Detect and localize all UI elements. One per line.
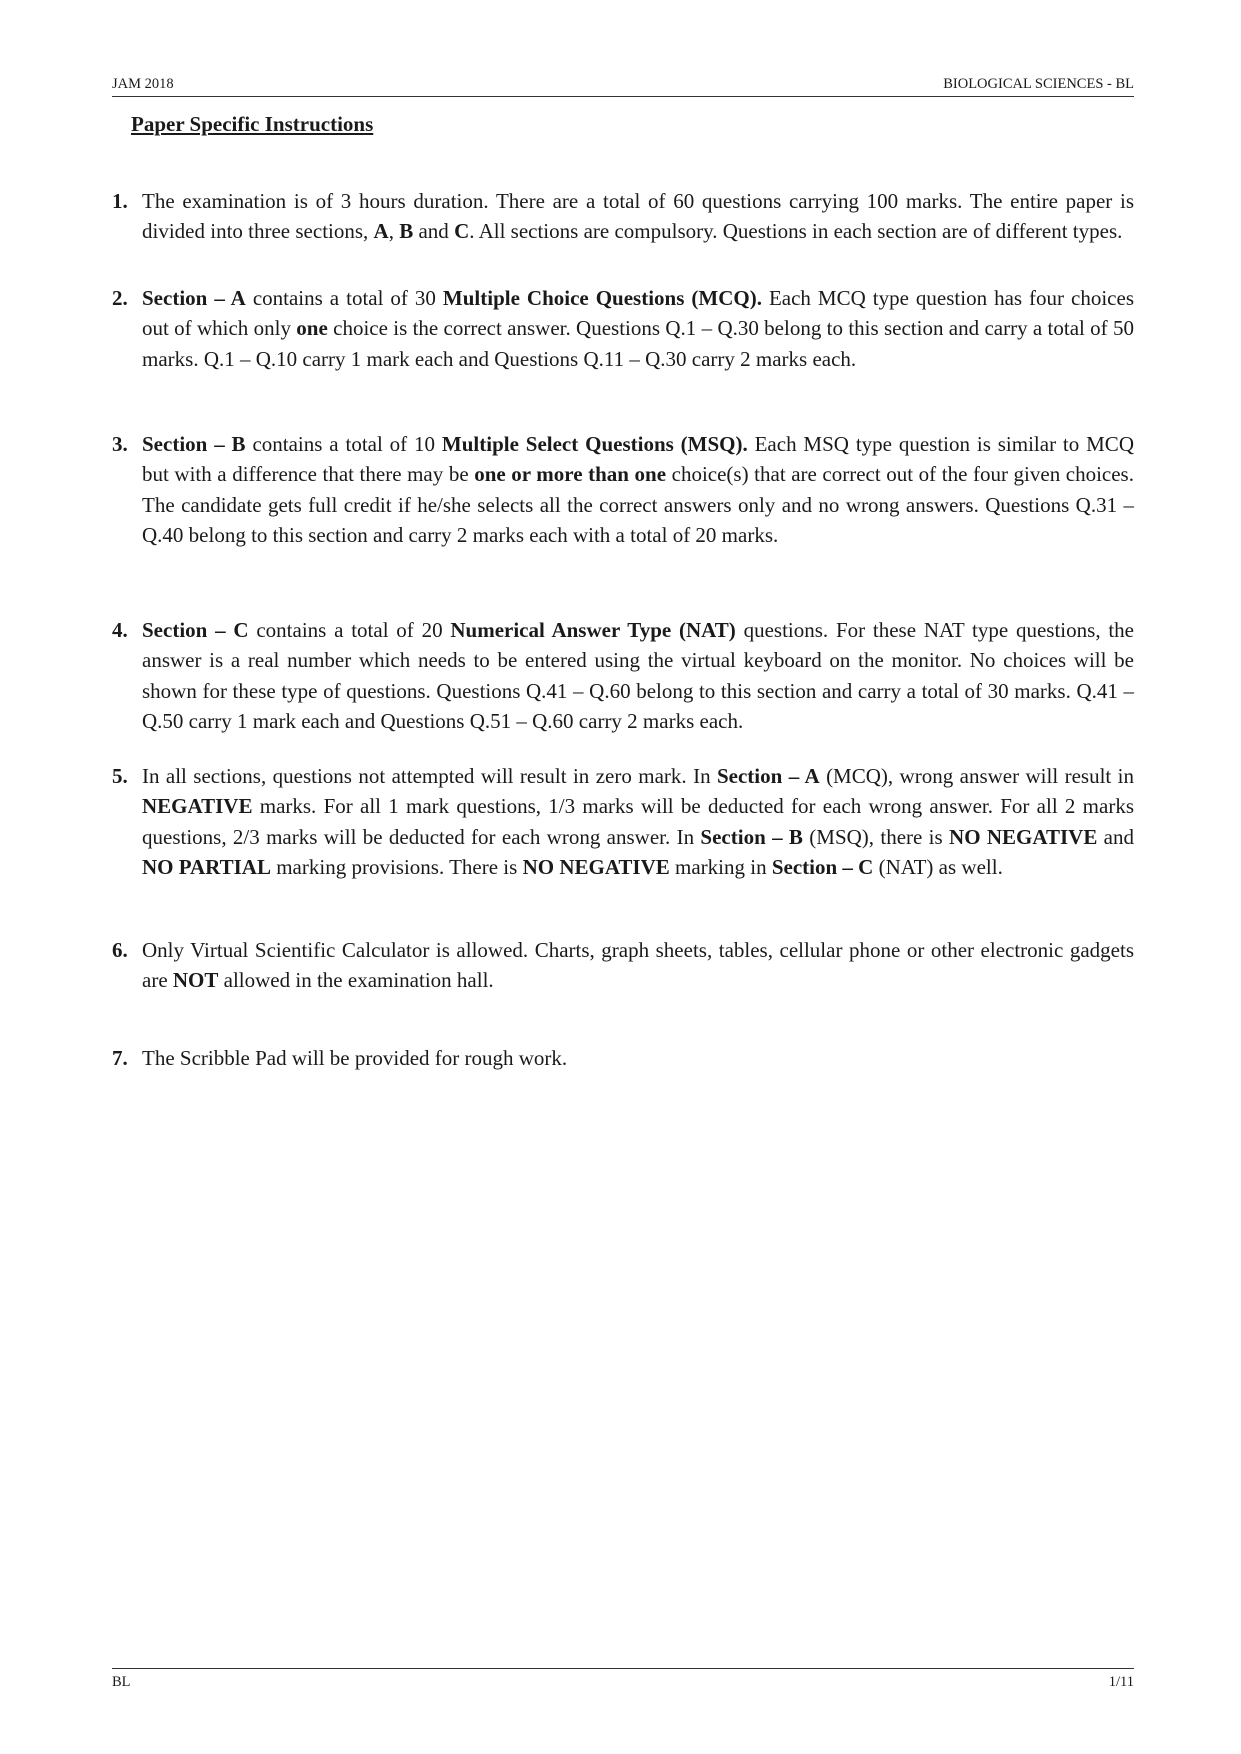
item-number: 2.	[112, 286, 128, 310]
item-number: 5.	[112, 764, 128, 788]
item-text: In all sections, questions not attempted will result in zero mark. In Section – A (MCQ), wrong answer will result in NEGATIVE marks. For all 1 mark questions, 1/3 marks will be deducted for each wrong answer. For all 2 marks questions, 2/3 marks will be deducted for each wrong answer. In Section – B (MSQ), there is NO NEGATIVE and NO PARTIAL marking provisions. There is NO NEGATIVE marking in Section – C (NAT) as well.	[142, 764, 1135, 880]
page-header	[112, 74, 1134, 97]
footer-paper-code: BL	[112, 1674, 131, 1690]
page-number: 1/11	[1108, 1674, 1134, 1690]
item-text: Section – C contains a total of 20 Numerical Answer Type (NAT) questions. For these NAT type questions, the answer is a real number which needs to be entered using the virtual keyboard on the monitor. No choices will be shown for these type of questions. Questions Q.41 – Q.60 belong to this section and carry a total of 30 marks. Q.41 – Q.50 carry 1 mark each and Questions Q.51 – Q.60 carry 2 marks each.	[142, 618, 1134, 734]
item-number: 1.	[112, 189, 128, 213]
item-text: The examination is of 3 hours duration. There are a total of 60 questions carrying 100 marks. The entire paper is divided into three sections, A, B and C. All sections are compulsory. Questions in each section are of different types.	[142, 189, 1134, 244]
page-footer	[112, 1668, 1134, 1691]
item-number: 6.	[112, 938, 128, 962]
item-number: 7.	[112, 1046, 128, 1070]
item-text: Section – B contains a total of 10 Multiple Select Questions (MSQ). Each MSQ type question is similar to MCQ but with a difference that there may be one or more than one choice(s) that are correct out of the four given choices. The candidate gets full credit if he/she selects all the correct answers only and no wrong answers. Questions Q.31 – Q.40 belong to this section and carry 2 marks each with a total of 20 marks.	[142, 432, 1134, 548]
item-number: 4.	[112, 618, 128, 642]
header-exam-name: JAM 2018	[112, 76, 174, 92]
item-text: The Scribble Pad will be provided for rough work.	[142, 1046, 568, 1070]
item-number: 3.	[112, 432, 128, 456]
item-text: Section – A contains a total of 30 Multiple Choice Questions (MCQ). Each MCQ type question has four choices out of which only one choice is the correct answer. Questions Q.1 – Q.30 belong to this section and carry a total of 50 marks. Q.1 – Q.10 carry 1 mark each and Questions Q.11 – Q.30 carry 2 marks each.	[142, 286, 1135, 371]
header-subject: BIOLOGICAL SCIENCES - BL	[943, 76, 1134, 92]
page-title: Paper Specific Instructions	[131, 112, 374, 136]
item-text: Only Virtual Scientific Calculator is allowed. Charts, graph sheets, tables, cellular phone or other electronic gadgets are NOT allowed in the examination hall.	[142, 938, 1134, 993]
